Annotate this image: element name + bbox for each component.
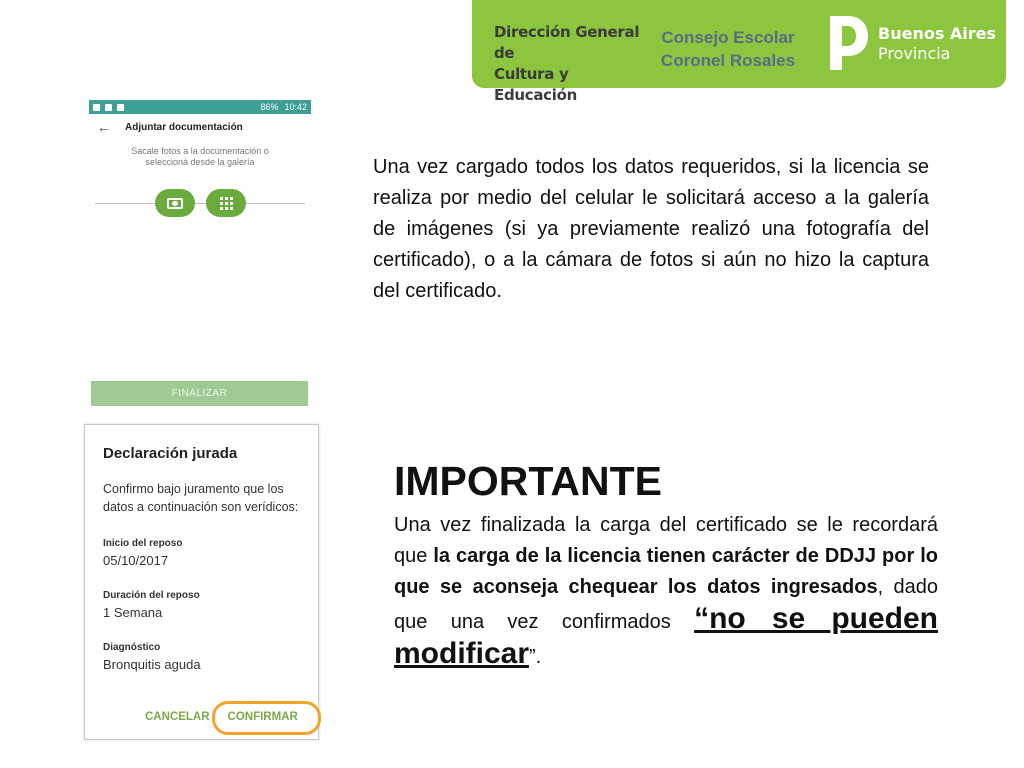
- important-part2: , dado que una vez confirmados: [394, 576, 939, 633]
- back-arrow-icon[interactable]: ←: [97, 119, 111, 135]
- header-band: [472, 0, 1006, 104]
- field-label-duration: Duración del reposo: [103, 590, 200, 601]
- app-bar-title: Adjuntar documentación: [125, 121, 243, 133]
- app-bar: [89, 114, 311, 140]
- important-heading: IMPORTANTE: [394, 458, 663, 504]
- important-part1: Una vez finalizada la carga del certificado se le recordará que: [394, 514, 938, 567]
- ba-line1: Buenos Aires: [878, 24, 997, 43]
- dgce-name: [494, 22, 654, 106]
- notification-icons: [93, 104, 124, 111]
- field-label-diagnosis: Diagnóstico: [103, 642, 161, 653]
- dialog-title: Declaración jurada: [103, 445, 238, 462]
- confirm-button[interactable]: CONFIRMAR: [227, 711, 298, 723]
- buenos-aires-provincia: [878, 24, 996, 64]
- important-bold: la carga de la licencia tienen carácter de DDJJ por lo que se aconseja chequear los datos ingresados: [394, 545, 938, 598]
- consejo-line1: Consejo Escolar: [661, 28, 795, 47]
- field-value-diagnosis: Bronquitis aguda: [103, 657, 201, 672]
- dialog-text: Confirmo bajo juramento que los datos a continuación son verídicos:: [103, 482, 299, 514]
- status-right: [260, 100, 307, 114]
- attach-documents-screen: [89, 100, 311, 240]
- attach-instruction: Sacale fotos a la documentación o seleccioná desde la galería: [131, 146, 269, 167]
- cancel-button[interactable]: CANCELAR: [145, 711, 210, 723]
- field-value-start: 05/10/2017: [103, 553, 169, 568]
- important-part3: ”.: [529, 646, 542, 668]
- consejo-escolar-name: [648, 26, 808, 72]
- instructions-paragraph: Una vez cargado todos los datos requeridos, si la licencia se realiza por medio del celular le solicitará acceso a la galería de imágenes (si ya previamente realizó una fotografía del certificado), o a la cámara de fotos si aún no hizo la captura del certificado.: [373, 156, 929, 302]
- gallery-grid-icon: [220, 197, 233, 210]
- clock: 10:42: [284, 102, 307, 112]
- dgce-line2: Cultura y Educación: [494, 65, 577, 104]
- important-paragraph: [394, 510, 938, 673]
- divider: [95, 203, 305, 204]
- sworn-declaration-dialog: [84, 424, 319, 740]
- important-emphasis: “no se pueden modificar: [394, 602, 939, 670]
- dialog-actions: [145, 711, 298, 723]
- camera-button[interactable]: [155, 189, 195, 217]
- dgce-line1: Dirección General de: [494, 23, 640, 62]
- status-bar: [89, 100, 311, 114]
- field-label-start: Inicio del reposo: [103, 538, 183, 549]
- consejo-line2: Coronel Rosales: [660, 51, 796, 70]
- gallery-button[interactable]: [206, 189, 246, 217]
- provincia-p-logo-icon: [824, 12, 870, 74]
- finalizar-button[interactable]: FINALIZAR: [91, 381, 308, 406]
- ba-line2: Provincia: [878, 44, 951, 63]
- camera-icon: [167, 198, 183, 209]
- battery-level: 86%: [260, 102, 279, 112]
- field-value-duration: 1 Semana: [103, 605, 163, 620]
